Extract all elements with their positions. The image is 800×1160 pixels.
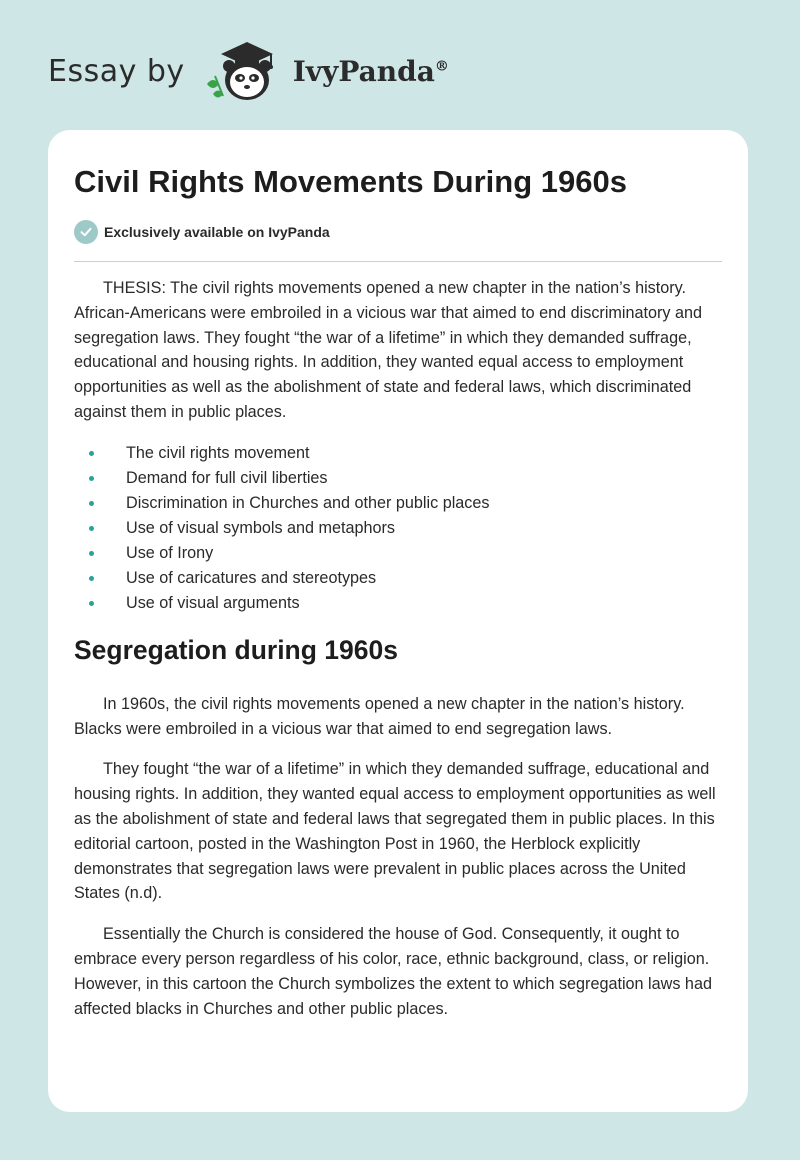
list-item: Discrimination in Churches and other public places [74, 491, 722, 516]
bullet-icon [89, 476, 94, 481]
list-item: Demand for full civil liberties [74, 466, 722, 491]
list-item: The civil rights movement [74, 441, 722, 466]
thesis-paragraph: THESIS: The civil rights movements opened a new chapter in the nation’s history. African-Americans were embroiled in a vicious war that aimed to end discriminatory and segregation laws. They fought “the war of a lifetime” in which they demanded suffrage, educational and housing rights. In addition, they wanted equal access to employment opportunities as well as the abolishment of state and federal laws, which discriminated against them in public places. [74, 279, 702, 421]
section-heading: Segregation during 1960s [74, 634, 398, 665]
panda-graduate-logo-icon [199, 36, 289, 106]
title-divider [74, 261, 722, 262]
body-paragraph: In 1960s, the civil rights movements opened a new chapter in the nation’s history. Blacks were embroiled in a vicious war that aimed to end segregation laws. [74, 694, 685, 738]
brand-prefix: Essay by [48, 53, 185, 89]
site-brand[interactable] [48, 36, 449, 106]
outline-list [74, 441, 722, 616]
list-item: Use of visual arguments [74, 591, 722, 616]
essay-body [74, 276, 722, 1037]
registered-mark: ® [434, 58, 449, 75]
bullet-icon [89, 551, 94, 556]
bullet-icon [89, 601, 94, 606]
bullet-icon [89, 526, 94, 531]
list-item: Use of Irony [74, 541, 722, 566]
body-paragraph: Essentially the Church is considered the house of God. Consequently, it ought to embrace every person regardless of his color, race, ethnic background, class, or religion. However, in this cartoon the Church symbolizes the extent to which segregation laws had affected blacks in Churches and other public places. [74, 925, 712, 1018]
page-title: Civil Rights Movements During 1960s [74, 164, 627, 199]
brand-name: IvyPanda® [292, 54, 449, 88]
bullet-icon [89, 451, 94, 456]
list-item: Use of caricatures and stereotypes [74, 566, 722, 591]
check-icon [74, 220, 98, 244]
list-item: Use of visual symbols and metaphors [74, 516, 722, 541]
exclusive-label: Exclusively available on IvyPanda [104, 224, 330, 240]
exclusive-badge [74, 220, 330, 244]
bullet-icon [89, 576, 94, 581]
bullet-icon [89, 501, 94, 506]
essay-card [48, 130, 748, 1112]
body-paragraph: They fought “the war of a lifetime” in which they demanded suffrage, educational and housing rights. In addition, they wanted equal access to employment opportunities as well as the abolishment of state and federal laws that segregated them in public places. In this editorial cartoon, posted in the Washington Post in 1960, the Herblock explicitly demonstrates that segregation laws were prevalent in public places across the United States (n.d). [74, 760, 716, 903]
